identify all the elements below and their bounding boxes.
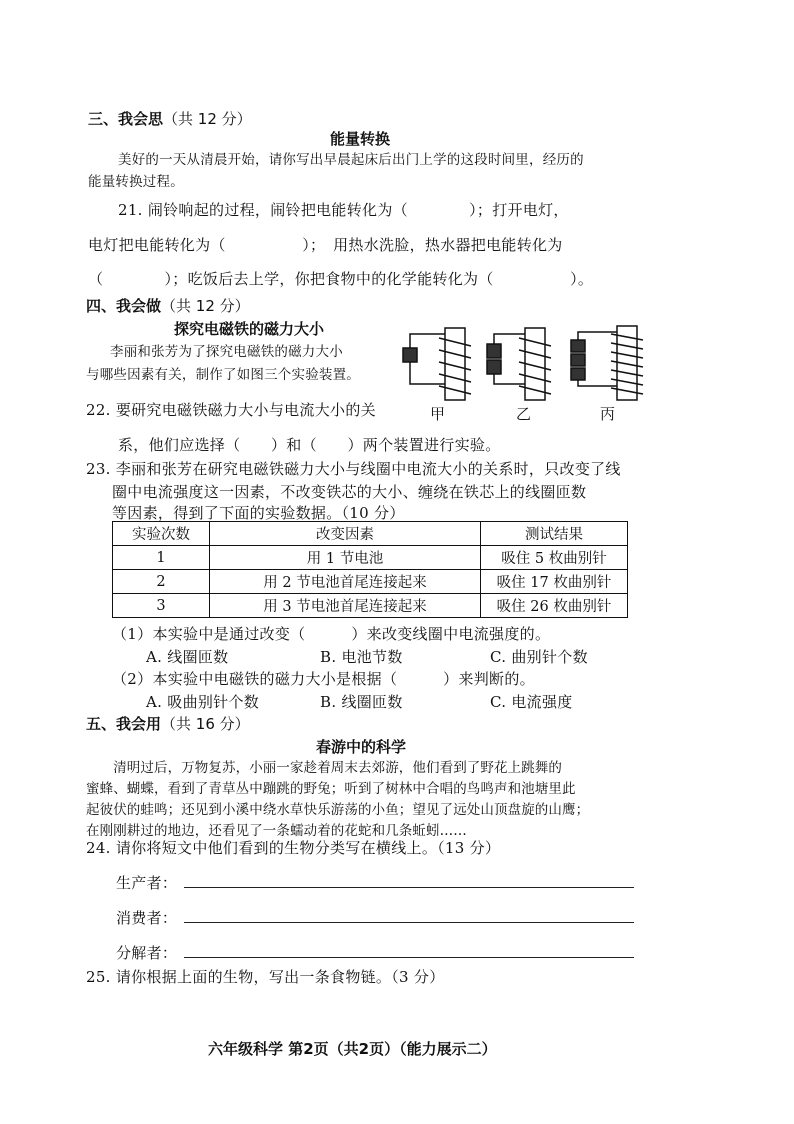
page-footer: 六年级科学 第2页（共2页）（能力展示二） bbox=[208, 1040, 497, 1058]
consumer-label: 消费者： bbox=[116, 909, 178, 927]
paragraph-line: 起彼伏的蛙鸣；还见到小溪中绕水草快乐游荡的小鱼；望见了远处山顶盘旋的山鹰； bbox=[86, 802, 590, 818]
table-row bbox=[113, 594, 628, 618]
section-5-title: 五、我会用 bbox=[86, 715, 162, 733]
question-23-sub-2: （2）本实验中电磁铁的磁力大小是根据（ ）来判断的。 bbox=[112, 670, 535, 688]
section-3-title: 三、我会思 bbox=[88, 110, 164, 128]
apparatus-jia bbox=[403, 328, 471, 400]
question-21-line-3: （ ）；吃饭后去上学，你把食物中的化学能转化为（ ）。 bbox=[88, 270, 594, 288]
apparatus-label-bing: 丙 bbox=[600, 405, 616, 423]
spring-title: 春游中的科学 bbox=[316, 738, 407, 756]
paragraph-line: 蜜蜂、蝴蝶，看到了青草丛中蹦跳的野兔；听到了树林中合唱的鸟鸣声和池塘里此 bbox=[86, 781, 576, 797]
question-23-sub-1: （1）本实验中是通过改变（ ）来改变线圈中电流强度的。 bbox=[112, 625, 551, 643]
producer-answer-line[interactable] bbox=[184, 887, 634, 888]
sub-2-option-c: C. 电流强度 bbox=[490, 693, 573, 711]
question-24: 24. 请你将短文中他们看到的生物分类写在横线上。（13 分） bbox=[86, 839, 501, 857]
section-3-heading bbox=[88, 108, 252, 129]
consumer-answer-line[interactable] bbox=[184, 922, 634, 923]
energy-title: 能量转换 bbox=[330, 130, 391, 148]
question-22-line-1: 22. 要研究电磁铁磁力大小与电流大小的关 bbox=[86, 401, 376, 419]
table-cell: 用 2 节电池首尾连接起来 bbox=[210, 570, 481, 594]
paragraph-line: 清明过后，万物复苏，小丽一家趁着周末去郊游，他们看到了野花上跳舞的 bbox=[86, 760, 562, 776]
sub-1-option-b: B. 电池节数 bbox=[320, 648, 403, 666]
apparatus-label-yi: 乙 bbox=[516, 405, 532, 423]
apparatus-yi bbox=[487, 328, 551, 400]
table-row bbox=[113, 570, 628, 594]
energy-intro-line-2: 能量转换过程。 bbox=[88, 174, 184, 190]
question-23-line-3: 等因素，得到了下面的实验数据。（10 分） bbox=[112, 504, 405, 522]
sub-1-option-c: C. 曲别针个数 bbox=[490, 648, 588, 666]
question-23-line-2: 圈中电流强度这一因素，不改变铁芯的大小、缠绕在铁芯上的线圈匝数 bbox=[112, 483, 587, 501]
magnet-title: 探究电磁铁的磁力大小 bbox=[174, 320, 325, 338]
table-row bbox=[113, 546, 628, 570]
section-3-points: （共 12 分） bbox=[163, 110, 252, 128]
section-5-heading bbox=[86, 713, 250, 734]
table-cell: 3 bbox=[113, 594, 210, 618]
apparatus-label-jia: 甲 bbox=[430, 405, 446, 423]
section-5-points: （共 16 分） bbox=[161, 715, 250, 733]
table-header-cell: 测试结果 bbox=[481, 522, 628, 546]
table-cell: 吸住 17 枚曲别针 bbox=[481, 570, 628, 594]
question-21-line-1: 21. 闹铃响起的过程，闹铃把电能转化为（ ）；打开电灯， bbox=[118, 201, 569, 219]
table-cell: 吸住 5 枚曲别针 bbox=[481, 546, 628, 570]
question-22-line-2: 系，他们应选择（ ）和（ ）两个装置进行实验。 bbox=[118, 436, 501, 454]
question-23-line-1: 23. 李丽和张芳在研究电磁铁磁力大小与线圈中电流大小的关系时，只改变了线 bbox=[86, 460, 621, 478]
table-header-cell: 改变因素 bbox=[210, 522, 481, 546]
table-header-cell: 实验次数 bbox=[113, 522, 210, 546]
section-4-heading bbox=[86, 295, 250, 316]
table-cell: 用 1 节电池 bbox=[210, 546, 481, 570]
section-4-title: 四、我会做 bbox=[86, 297, 162, 315]
magnet-intro-line-2: 与哪些因素有关，制作了如图三个实验装置。 bbox=[86, 367, 360, 383]
question-25: 25. 请你根据上面的生物，写出一条食物链。（3 分） bbox=[86, 968, 445, 986]
table-cell: 1 bbox=[113, 546, 210, 570]
sub-2-option-a: A. 吸曲别针个数 bbox=[146, 693, 260, 711]
producer-label: 生产者： bbox=[116, 874, 178, 892]
sub-2-option-b: B. 线圈匝数 bbox=[320, 693, 403, 711]
table-cell: 2 bbox=[113, 570, 210, 594]
paragraph-line: 在刚刚耕过的地边，还看见了一条蠕动着的花蛇和几条蚯蚓…… bbox=[86, 823, 467, 839]
table-header-row bbox=[113, 522, 628, 546]
energy-intro-line-1: 美好的一天从清晨开始，请你写出早晨起床后出门上学的这段时间里，经历的 bbox=[118, 152, 584, 168]
sub-1-option-a: A. 线圈匝数 bbox=[146, 648, 229, 666]
table-cell: 吸住 26 枚曲别针 bbox=[481, 594, 628, 618]
decomposer-label: 分解者： bbox=[116, 944, 178, 962]
magnet-intro-line-1: 李丽和张芳为了探究电磁铁的磁力大小 bbox=[110, 344, 343, 360]
spring-paragraph bbox=[86, 758, 589, 842]
apparatus-bing bbox=[571, 326, 643, 400]
section-4-points: （共 12 分） bbox=[161, 297, 250, 315]
experiment-results-table bbox=[112, 521, 628, 618]
table-cell: 用 3 节电池首尾连接起来 bbox=[210, 594, 481, 618]
decomposer-answer-line[interactable] bbox=[184, 957, 634, 958]
question-21-line-2: 电灯把电能转化为（ ）； 用热水洗脸，热水器把电能转化为 bbox=[88, 236, 563, 254]
